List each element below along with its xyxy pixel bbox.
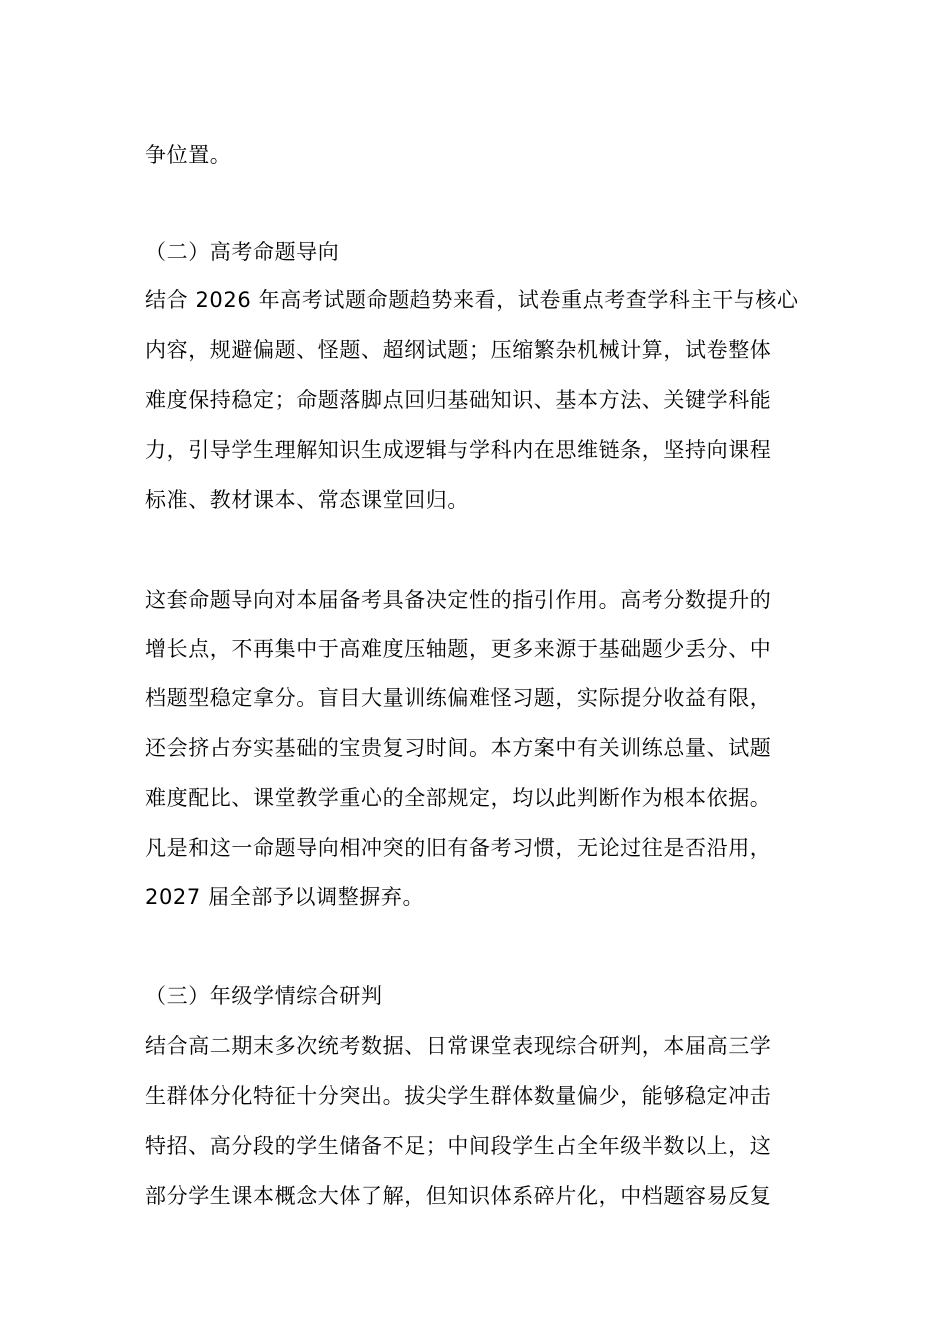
- paragraph-line: 结合 2026 年高考试题命题趋势来看，试卷重点考查学科主干与核心: [145, 288, 799, 312]
- paragraph-line: 生群体分化特征十分突出。拔尖学生群体数量偏少，能够稳定冲击: [145, 1084, 772, 1108]
- section-heading-2: （二）高考命题导向: [145, 240, 340, 264]
- paragraph-line: 还会挤占夯实基础的宝贵复习时间。本方案中有关训练总量、试题: [145, 736, 772, 760]
- paragraph-line: 标准、教材课本、常态课堂回归。: [145, 488, 469, 512]
- paragraph-line: 2027 届全部予以调整摒弃。: [145, 885, 425, 909]
- paragraph-line: 档题型稳定拿分。盲目大量训练偏难怪习题，实际提分收益有限，: [145, 686, 772, 710]
- paragraph-line: 难度保持稳定；命题落脚点回归基础知识、基本方法、关键学科能: [145, 388, 772, 412]
- paragraph-line: 争位置。: [145, 143, 232, 167]
- paragraph-line: 部分学生课本概念大体了解，但知识体系碎片化，中档题容易反复: [145, 1184, 772, 1208]
- section-heading-3: （三）年级学情综合研判: [145, 984, 383, 1008]
- paragraph-line: 凡是和这一命题导向相冲突的旧有备考习惯，无论过往是否沿用，: [145, 836, 772, 860]
- paragraph-line: 这套命题导向对本届备考具备决定性的指引作用。高考分数提升的: [145, 588, 772, 612]
- paragraph-line: 力，引导学生理解知识生成逻辑与学科内在思维链条，坚持向课程: [145, 438, 772, 462]
- paragraph-line: 难度配比、课堂教学重心的全部规定，均以此判断作为根本依据。: [145, 786, 772, 810]
- paragraph-line: 内容，规避偏题、怪题、超纲试题；压缩繁杂机械计算，试卷整体: [145, 338, 772, 362]
- paragraph-line: 结合高二期末多次统考数据、日常课堂表现综合研判，本届高三学: [145, 1034, 772, 1058]
- paragraph-line: 增长点，不再集中于高难度压轴题，更多来源于基础题少丢分、中: [145, 637, 772, 661]
- paragraph-line: 特招、高分段的学生储备不足；中间段学生占全年级半数以上，这: [145, 1134, 772, 1158]
